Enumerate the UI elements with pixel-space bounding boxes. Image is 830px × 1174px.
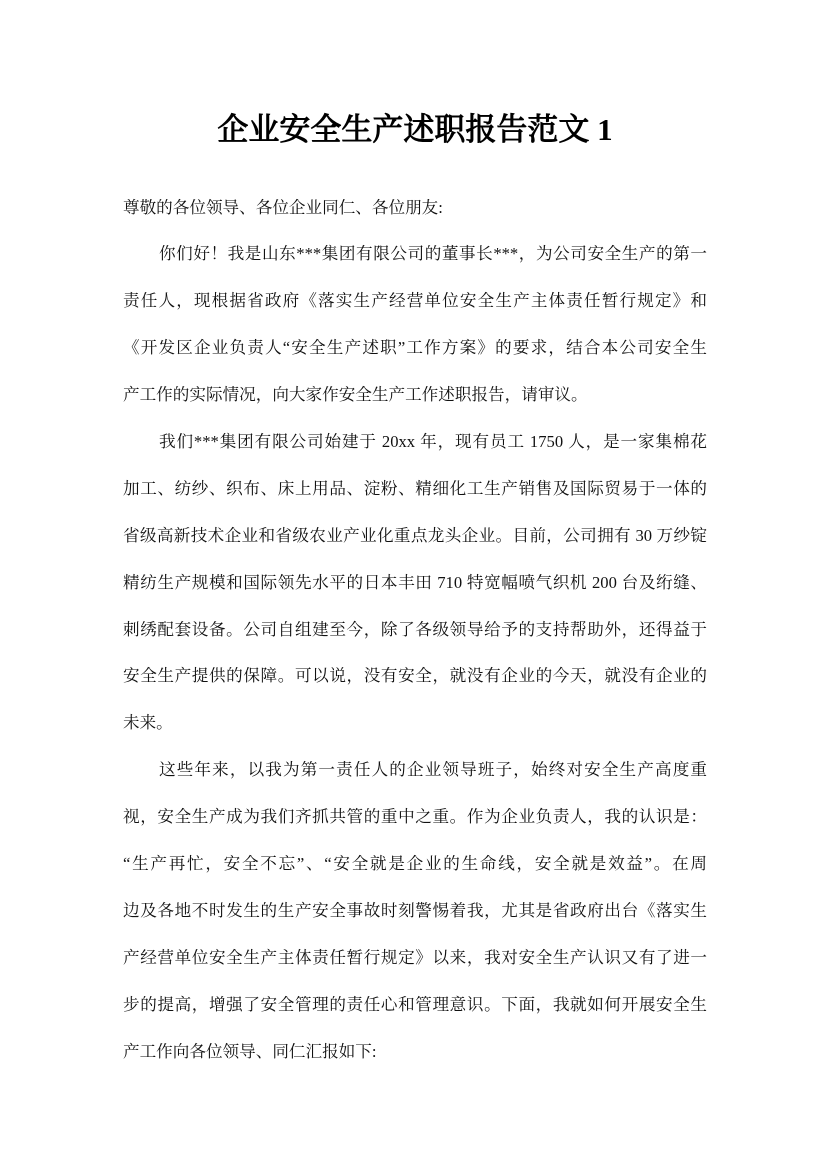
- paragraph-line: 这些年来，以我为第一责任人的企业领导班子，始终对安全生产高度重: [159, 760, 707, 780]
- paragraph-line: “生产再忙，安全不忘”、“安全就是企业的生命线，安全就是效益”。在周: [123, 853, 707, 873]
- document-title: 企业安全生产述职报告范文 1: [217, 112, 613, 147]
- paragraph-line: 刺绣配套设备。公司自组建至今，除了各级领导给予的支持帮助外，还得益于: [123, 619, 707, 639]
- paragraph-line: 视，安全生产成为我们齐抓共管的重中之重。作为企业负责人，我的认识是：: [123, 807, 707, 827]
- paragraph-line: 《开发区企业负责人“安全生产述职”工作方案》的要求，结合本公司安全生: [123, 338, 707, 358]
- paragraph-line: 边及各地不时发生的生产安全事故时刻警惕着我，尤其是省政府出台《落实生: [123, 900, 707, 920]
- document-body: [123, 185, 707, 1076]
- paragraph-line: 你们好！我是山东***集团有限公司的董事长***，为公司安全生产的第一: [159, 244, 707, 264]
- paragraph-line: 精纺生产规模和国际领先水平的日本丰田 710 特宽幅喷气织机 200 台及绗缝、: [123, 572, 707, 592]
- paragraph-line: 责任人，现根据省政府《落实生产经营单位安全生产主体责任暂行规定》和: [123, 291, 707, 311]
- paragraph-greeting: [123, 231, 707, 419]
- salutation: 尊敬的各位领导、各位企业同仁、各位朋友:: [123, 197, 443, 217]
- paragraph-line: 未来。: [123, 713, 173, 733]
- paragraph-line: 步的提高，增强了安全管理的责任心和管理意识。下面，我就如何开展安全生: [123, 994, 707, 1014]
- paragraph-line: 产工作的实际情况，向大家作安全生产工作述职报告，请审议。: [123, 385, 588, 405]
- paragraph-line: 产工作向各位领导、同仁汇报如下:: [123, 1041, 377, 1061]
- paragraph-line: 加工、纺纱、织布、床上用品、淀粉、精细化工生产销售及国际贸易于一体的: [123, 478, 707, 498]
- paragraph-line: 安全生产提供的保障。可以说，没有安全，就没有企业的今天，就没有企业的: [123, 666, 707, 686]
- paragraph-line: 产经营单位安全生产主体责任暂行规定》以来，我对安全生产认识又有了进一: [123, 947, 707, 967]
- paragraph-safety-awareness: [123, 747, 707, 1075]
- paragraph-line: 省级高新技术企业和省级农业产业化重点龙头企业。目前，公司拥有 30 万纱锭: [123, 525, 707, 545]
- paragraph-company-intro: [123, 419, 707, 747]
- paragraph-line: 我们***集团有限公司始建于 20xx 年，现有员工 1750 人，是一家集棉花: [159, 431, 707, 451]
